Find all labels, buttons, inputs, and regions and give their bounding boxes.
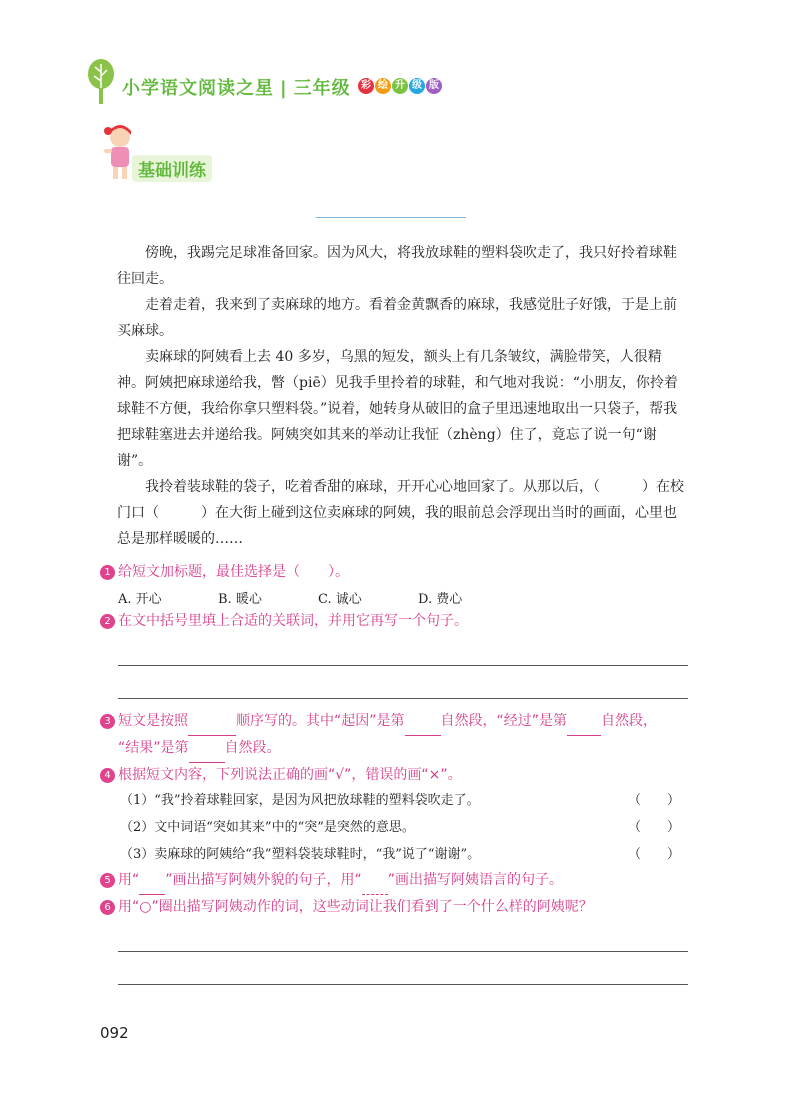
question-number-badge: 1 <box>100 565 115 580</box>
question-text: “结果”是第 <box>118 740 189 756</box>
question-number-badge: 3 <box>100 714 115 729</box>
book-title <box>122 74 351 100</box>
badge-char: 绘 <box>375 78 391 94</box>
judge-item <box>100 814 690 841</box>
judge-item <box>100 841 690 868</box>
judge-statement: （2）文中词语“突如其来”中的“突”是突然的意思。 <box>120 820 415 835</box>
straight-underline-sample <box>139 870 165 895</box>
question-text: 短文是按照 <box>118 713 188 729</box>
option-c[interactable]: C. 诚心 <box>318 592 362 607</box>
options-row <box>118 588 690 607</box>
question-text: 在文中括号里填上合适的关联词，并用它再写一个句子。 <box>118 613 468 629</box>
fill-blank[interactable] <box>188 711 236 736</box>
section-label: 基础训练 <box>132 155 212 182</box>
passage-title-blank <box>316 217 466 218</box>
question-text: 自然段。 <box>224 740 281 756</box>
question-list <box>100 560 690 985</box>
tree-icon <box>86 58 116 104</box>
judge-statement: （3）卖麻球的阿姨给“我”塑料袋装球鞋时，“我”说了“谢谢”。 <box>120 847 481 862</box>
question-number-badge: 4 <box>100 768 115 783</box>
passage-paragraph: 走着走着，我来到了卖麻球的地方。看着金黄飘香的麻球，我感觉肚子好饿，于是上前买麻球。 <box>117 297 677 339</box>
grade-label: 三年级 <box>293 78 351 99</box>
passage-paragraph: 我拎着装球鞋的袋子，吃着香甜的麻球，开开心心地回家了。从那以后，（ ）在校门口（ ）在大街上碰到这位卖麻球的阿姨，我的眼前总会浮现出当时的画面，心里也总是那样暖暖的…… <box>117 479 684 547</box>
question-text: 顺序写的。其中“起因”是第 <box>236 713 405 729</box>
question-text: 自然段， <box>601 713 658 729</box>
answer-paren[interactable]: （ ） <box>627 820 680 835</box>
question-2 <box>100 609 690 633</box>
question-text: 用“ <box>118 872 140 888</box>
judge-item <box>100 787 690 814</box>
judge-statement: （1）“我”拎着球鞋回家，是因为风把放球鞋的塑料袋吹走了。 <box>120 793 480 808</box>
question-1 <box>100 560 690 584</box>
question-6 <box>100 895 690 919</box>
passage-paragraph: 傍晚，我踢完足球准备回家。因为风大，将我放球鞋的塑料袋吹走了，我只好拎着球鞋往回走。 <box>117 245 677 287</box>
badge-char: 级 <box>409 78 425 94</box>
badge-char: 彩 <box>358 78 374 94</box>
question-4 <box>100 763 690 787</box>
badge-char: 版 <box>426 78 442 94</box>
option-b[interactable]: B. 暖心 <box>218 592 262 607</box>
section-heading <box>100 125 250 185</box>
question-5 <box>100 868 690 895</box>
title-separator: | <box>280 78 288 99</box>
edition-badge <box>358 78 442 94</box>
question-text: 自然段，“经过”是第 <box>440 713 568 729</box>
question-text: ”画出描写阿姨外貌的句子，用“ <box>165 872 362 888</box>
answer-paren[interactable]: （ ） <box>627 793 680 808</box>
question-number-badge: 6 <box>100 900 115 915</box>
question-number-badge: 2 <box>100 614 115 629</box>
option-d[interactable]: D. 费心 <box>418 592 463 607</box>
passage-paragraph: 卖麻球的阿姨看上去 40 多岁，乌黑的短发，额头上有几条皱纹，满脸带笑，人很精神。阿姨把麻球递给我，瞥（piē）见我手里拎着的球鞋，和气地对我说：“小朋友，你拎着球鞋不方便，我给你拿只塑料袋。”说着，她转身从破旧的盒子里迅速地取出一只袋子，帮我把球鞋塞进去并递给我。阿姨突如其来的举动让我怔（zhèng）住了，竟忘了说一句“谢谢”。 <box>117 349 678 469</box>
question-3 <box>100 709 690 763</box>
reading-passage <box>117 240 689 552</box>
answer-line[interactable] <box>118 984 688 985</box>
question-text: ”画出描写阿姨语言的句子。 <box>387 872 564 888</box>
wavy-underline-sample <box>362 870 388 895</box>
fill-blank[interactable] <box>189 738 225 763</box>
fill-blank[interactable] <box>567 711 601 736</box>
option-a[interactable]: A. 开心 <box>118 592 162 607</box>
question-text: 给短文加标题，最佳选择是（ ）。 <box>118 564 349 580</box>
question-text: 用“○”圈出描写阿姨动作的词，这些动词让我们看到了一个什么样的阿姨呢？ <box>118 899 593 915</box>
question-text: 根据短文内容，下列说法正确的画“√”，错误的画“×”。 <box>118 767 462 783</box>
fill-blank[interactable] <box>405 711 441 736</box>
book-header <box>86 58 466 106</box>
page-number: 092 <box>100 1024 129 1042</box>
series-title: 小学语文阅读之星 <box>122 78 274 99</box>
answer-paren[interactable]: （ ） <box>627 847 680 862</box>
question-number-badge: 5 <box>100 873 115 888</box>
badge-char: 升 <box>392 78 408 94</box>
